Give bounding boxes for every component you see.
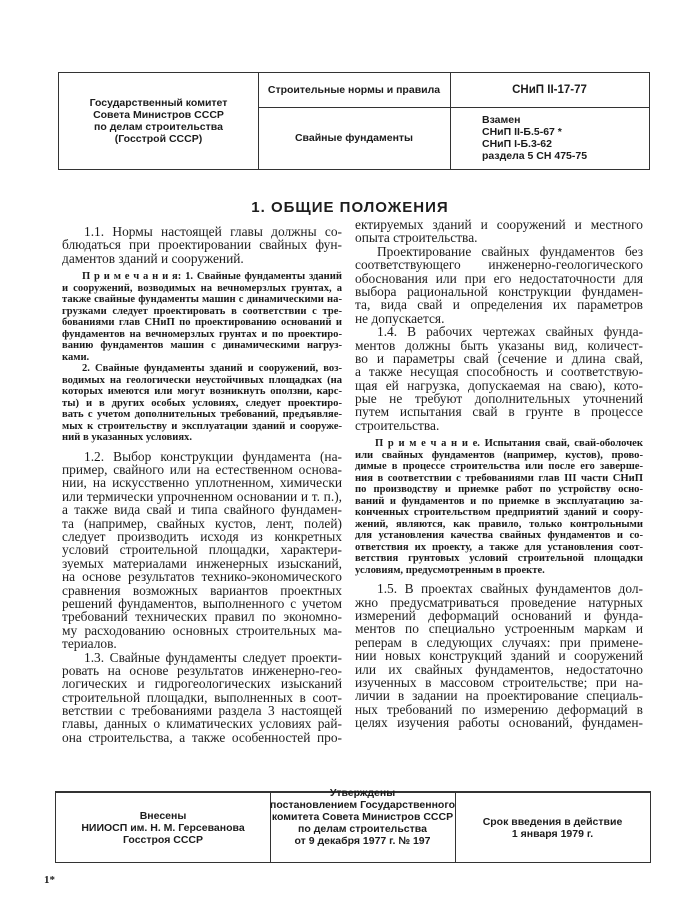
text-line: ровать на основе результатов инженерно-гео- <box>62 662 342 678</box>
text-line: не допускается. <box>355 310 445 326</box>
text-line: блюдаться при проектировании свайных фун- <box>62 237 342 253</box>
text-line: выбора рациональной конструкции фундамен- <box>355 283 643 299</box>
replaces-line: СНиП II-Б.5-67 * <box>482 126 562 138</box>
text-line: ветствии с требованиями раздела 3 настоящей <box>62 703 342 719</box>
text-line: грузками следует проектировать в соответствии с тре- <box>62 305 342 317</box>
text-line: логических и гидрогеологических изысканий <box>62 676 342 692</box>
text-line: она строительства, а также особенностей про- <box>62 729 342 745</box>
agency-line: Совета Министров СССР <box>93 109 224 121</box>
agency-line: по делам строительства <box>94 121 223 133</box>
right-column <box>355 218 643 730</box>
text-line: следует производить исходя из конкретных <box>62 529 342 545</box>
text-line: во и параметры свай (сечение и длина свай, <box>355 350 643 366</box>
text-line: 1.4. В рабочих чертежах свайных фунда- <box>377 324 643 340</box>
text-line: ками. <box>62 351 90 363</box>
text-line: ектируемых зданий и сооружений и местного <box>355 217 643 232</box>
note-paragraph <box>62 271 342 363</box>
text-line: жений, являются, как правило, только контрольными <box>355 518 643 530</box>
text-line: пример, свайного или на естественном основа- <box>62 462 342 478</box>
approved-line: постановлением Государственного <box>270 799 455 811</box>
text-line: сравнения возможных вариантов проектных <box>62 582 342 598</box>
text-line: соответствующего инженерно-геологического <box>355 257 643 273</box>
paragraph <box>355 245 643 325</box>
text-line: димые в процессе строительства или после его заверше- <box>355 461 643 473</box>
note-paragraph <box>355 438 643 576</box>
text-line: водимых на геологически неустойчивых площадках (на <box>62 374 342 386</box>
document-title: Свайные фундаменты <box>294 132 414 144</box>
text-line: на основе результатов технико-экономического <box>62 569 342 585</box>
text-line: 2. Свайные фундаменты зданий и сооружений, воз- <box>82 363 342 375</box>
page-number: 1* <box>44 874 55 886</box>
replaces-line: раздела 5 СН 475-75 <box>482 150 588 162</box>
introduced-line: Госстроя СССР <box>122 833 203 846</box>
text-line: 1.1. Нормы настоящей главы должны со- <box>84 224 342 239</box>
text-line: или их свайных фундаментов, недостаточно <box>355 661 643 677</box>
text-line: та, вида свай и определения их параметров <box>355 297 643 313</box>
document-code: СНиП II-17-77 <box>512 84 587 96</box>
approved-line: Утверждены <box>329 787 396 799</box>
text-line: 1.2. Выбор конструкции фундамента (на- <box>84 448 342 464</box>
left-column <box>62 225 342 744</box>
text-line: зуемых материалами инженерных изысканий, <box>62 555 342 571</box>
paragraph <box>62 225 342 265</box>
footer-table <box>55 787 651 863</box>
text-line: реперам в следующих случаях: при примене- <box>355 634 643 650</box>
text-line: ветствия грунтовых условий строительной площадки <box>355 553 643 565</box>
approved-line: комитета Совета Министров СССР <box>271 811 454 823</box>
approved-line: от 9 декабря 1977 г. № 197 <box>294 835 431 847</box>
text-line: 1.3. Свайные фундаменты следует проекти- <box>84 649 342 665</box>
text-line: путем испытания свай в грунте в процессе <box>355 404 643 420</box>
introduced-by <box>56 793 270 862</box>
text-line: щая ей нагрузка, допускаемая на сваю), кото- <box>355 377 643 393</box>
agency-line: (Госстрой СССР) <box>114 133 203 145</box>
text-line: конченных строительством предприятий зданий и соору- <box>355 507 643 519</box>
text-line: строительной площадки, выполненных в соот- <box>62 689 342 705</box>
introduced-line: Внесены <box>139 809 187 822</box>
document-series: Строительные нормы и правила <box>267 84 441 96</box>
text-line: териалов. <box>62 636 117 652</box>
text-line: Проектирование свайных фундаментов без <box>377 243 643 259</box>
text-line: та (например, свайных кустов, лент, полей) <box>62 515 342 531</box>
text-line: а также вида свай и типа свайного фундамен- <box>62 502 342 518</box>
text-line: ментов по специально устроенным маркам и <box>355 621 643 637</box>
text-line: жно предусматриваться проведение натурных <box>355 594 643 610</box>
effective-line: Срок введения в действие <box>482 815 623 828</box>
text-line: или термически упрочненном основании и т. п.), <box>62 488 342 504</box>
text-line: личии в задании на проектирование специаль- <box>355 688 643 704</box>
text-line: му расходованию основных строительных ма- <box>62 622 342 638</box>
approved-by <box>270 787 455 862</box>
text-line: бованиями глав СНиП по проектированию оснований и <box>62 317 342 329</box>
text-line: ты) и в других особых условиях, следует проектиро- <box>62 397 342 409</box>
text-line: П р и м е ч а н и я: 1. Свайные фундаменты зданий <box>82 271 342 283</box>
text-line: нии новых конструкций зданий и сооружений <box>355 648 643 664</box>
text-line: главы, данных о климатических условиях рай- <box>62 716 342 732</box>
text-line: ванию фундаментов машин с динамическими нагруз- <box>62 340 342 352</box>
approved-line: по делам строительства <box>298 823 427 835</box>
text-line: ний в указанных условиях. <box>62 432 192 444</box>
text-line: фундаментов на вечномерзлых грунтах и по проектиро- <box>62 328 342 340</box>
text-line: ных требований по измерению деформаций в <box>355 701 643 717</box>
text-line: и сооружений, возводимых на вечномерзлых грунтах, а <box>62 282 342 294</box>
paragraph <box>355 582 643 729</box>
text-line: решений фундаментов, выполненного с учетом <box>62 595 342 611</box>
replaces-block <box>450 107 649 169</box>
introduced-line: НИИОСП им. Н. М. Герсеванова <box>81 821 245 834</box>
text-line: вать с учетом дополнительных требований, предъявляе- <box>62 409 342 421</box>
text-line: мых к строительству и эксплуатации зданий и сооруже- <box>62 420 342 432</box>
text-line: ментов должны быть указаны вид, количест- <box>355 337 643 353</box>
text-line: условиям, предусмотренным в проекте. <box>355 564 545 576</box>
text-line: ответствия их проекту, а также для установления соот- <box>355 541 643 553</box>
text-line: нии, на искусственно уплотненном, химически <box>62 475 342 491</box>
text-line: ния в соответствии с требованиями глав III части СНиП <box>355 472 643 484</box>
note-paragraph <box>62 363 342 444</box>
text-line: опыта строительства. <box>355 230 478 246</box>
text-line: целях изучения работы оснований, фундамен- <box>355 715 643 731</box>
text-line: также свайные фундаменты машин с динамическими на- <box>62 294 342 306</box>
text-line: требований технических правил по экономно- <box>62 609 342 625</box>
text-line: 1.5. В проектах свайных фундаментов дол- <box>377 581 643 597</box>
text-line: условий строительной площадки, характери- <box>62 542 342 558</box>
text-line: строительства. <box>355 417 440 433</box>
text-line: которых имеются или могут возникнуть оползни, карс- <box>62 386 342 398</box>
effective-line: 1 января 1979 г. <box>511 827 594 840</box>
paragraph <box>62 651 342 745</box>
paragraph <box>355 325 643 432</box>
text-line: ваний и фундаментов и по приемке в эксплуатацию за- <box>355 495 643 507</box>
replaces-line: СНиП I-Б.3-62 <box>482 138 552 150</box>
header-table <box>58 72 650 170</box>
text-line: для установления качества свайных фундаментов и со- <box>355 530 643 542</box>
agency-name <box>59 73 258 169</box>
section-title: 1. ОБЩИЕ ПОЛОЖЕНИЯ <box>251 199 449 216</box>
text-line: или свайных фундаментов (например, кустов), прово- <box>355 449 643 461</box>
agency-line: Государственный комитет <box>89 97 228 109</box>
text-line: а также несущая способность и соответствую- <box>355 364 643 380</box>
paragraph <box>62 450 342 651</box>
effective-date <box>455 793 650 862</box>
text-line: рые не требуют дополнительных уточнений <box>355 391 643 407</box>
text-line: даментов зданий и сооружений. <box>62 250 244 266</box>
text-line: по производству и приемке работ по устройству осно- <box>355 484 643 496</box>
replaces-line: Взамен <box>482 114 521 126</box>
text-line: П р и м е ч а н и е. Испытания свай, свай-оболочек <box>375 438 643 450</box>
paragraph <box>355 218 643 245</box>
text-line: изученных в массовом строительстве; при на- <box>355 674 643 690</box>
text-line: обоснования или при его недостаточности для <box>355 270 643 286</box>
text-line: измерений деформаций оснований и фунда- <box>355 608 643 624</box>
